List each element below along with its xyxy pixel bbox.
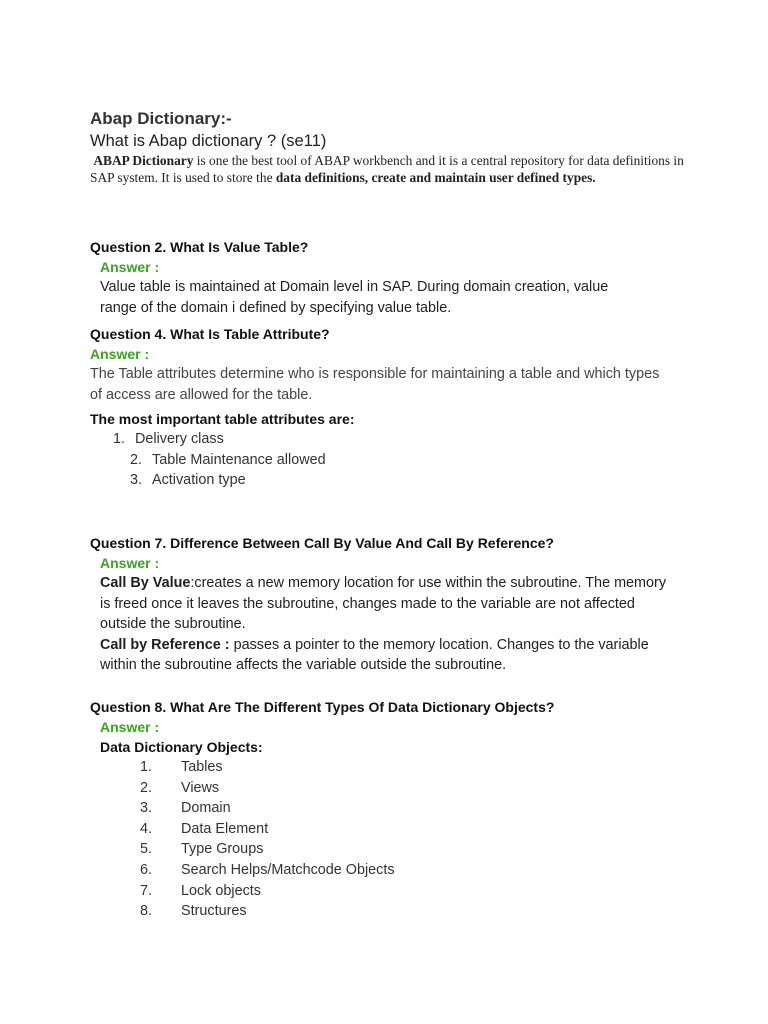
question-2-answer-label: Answer : xyxy=(100,259,160,275)
call-by-value-term: Call By Value xyxy=(100,575,191,591)
list-item xyxy=(90,839,690,860)
list-item xyxy=(90,881,690,902)
list-item-text: Table Maintenance allowed xyxy=(152,451,326,468)
list-item-number: 1. xyxy=(113,431,126,448)
list-item xyxy=(90,901,690,922)
question-4-section xyxy=(90,324,690,491)
table-attributes-heading: The most important table attributes are: xyxy=(90,411,355,428)
list-item xyxy=(90,470,690,491)
question-4-answer-text: The Table attributes determine who is responsible for maintaining a table and which types of access are allowed for the table. xyxy=(90,366,660,403)
question-7-answer-label: Answer : xyxy=(100,555,160,571)
question-8-heading: Question 8. What Are The Different Types Of Data Dictionary Objects? xyxy=(90,699,555,715)
list-item-number: 2. xyxy=(130,451,143,468)
question-8-answer-label: Answer : xyxy=(100,719,160,735)
question-2-answer-text: Value table is maintained at Domain level in SAP. During domain creation, value range of the domain i defined by specifying value table. xyxy=(100,279,609,316)
list-item-number: 6. xyxy=(140,861,153,878)
list-item-text: Tables xyxy=(181,759,223,775)
list-item-number: 4. xyxy=(140,820,153,837)
list-item-text: Activation type xyxy=(152,472,246,489)
question-8-section xyxy=(90,697,690,922)
question-2-section xyxy=(90,237,690,318)
question-4-answer-label: Answer : xyxy=(90,346,150,362)
call-by-reference-text: passes a pointer to the memory location. Changes to the variable within the subroutine affects the variable outside the subroutine. xyxy=(100,636,649,674)
list-item-text: Delivery class xyxy=(135,431,224,448)
list-item xyxy=(90,757,690,778)
list-item xyxy=(90,819,690,840)
data-dictionary-objects-list xyxy=(90,757,690,922)
list-item-text: Views xyxy=(181,779,220,796)
list-item-text: Domain xyxy=(181,800,231,817)
list-item-number: 2. xyxy=(140,779,153,796)
list-item-text: Structures xyxy=(181,903,247,920)
list-item-number: 3. xyxy=(140,800,153,817)
page-title: Abap Dictionary:- xyxy=(90,109,232,128)
intro-paragraph xyxy=(90,152,688,186)
page-subtitle: What is Abap dictionary ? (se11) xyxy=(90,132,327,150)
list-item-number: 3. xyxy=(130,472,143,489)
list-item-number: 1. xyxy=(140,759,153,775)
call-by-value-paragraph xyxy=(90,573,670,635)
data-dictionary-objects-heading: Data Dictionary Objects: xyxy=(100,739,263,755)
list-item xyxy=(90,778,690,799)
call-by-reference-paragraph xyxy=(90,635,670,676)
question-7-heading: Question 7. Difference Between Call By Value And Call By Reference? xyxy=(90,535,554,551)
list-item-text: Type Groups xyxy=(181,841,264,858)
list-item-text: Data Element xyxy=(181,820,269,837)
question-4-heading: Question 4. What Is Table Attribute? xyxy=(90,326,330,342)
list-item xyxy=(90,429,690,450)
list-item xyxy=(90,450,690,471)
list-item-number: 8. xyxy=(140,903,153,920)
table-attributes-list xyxy=(90,429,690,491)
list-item-number: 5. xyxy=(140,841,153,858)
intro-bold-phrase: data definitions, create and maintain user defined types. xyxy=(275,170,596,185)
question-2-heading: Question 2. What Is Value Table? xyxy=(90,239,309,255)
list-item-text: Lock objects xyxy=(181,882,261,899)
list-item xyxy=(90,798,690,819)
call-by-value-text: :creates a new memory location for use within the subroutine. The memory is freed once it leaves the subroutine, changes made to the variable are not affected outside the subroutine. xyxy=(100,575,667,633)
list-item-text: Search Helps/Matchcode Objects xyxy=(181,861,395,878)
list-item xyxy=(90,860,690,881)
intro-text: is one the best tool of ABAP workbench and it is a central repository for data definitions in SAP system. It is used to store the xyxy=(90,153,684,185)
list-item-number: 7. xyxy=(140,882,153,899)
document-title-block xyxy=(90,108,690,186)
call-by-reference-term: Call by Reference : xyxy=(100,636,230,653)
intro-bold-term: ABAP Dictionary xyxy=(93,153,194,168)
question-7-section xyxy=(90,533,690,676)
